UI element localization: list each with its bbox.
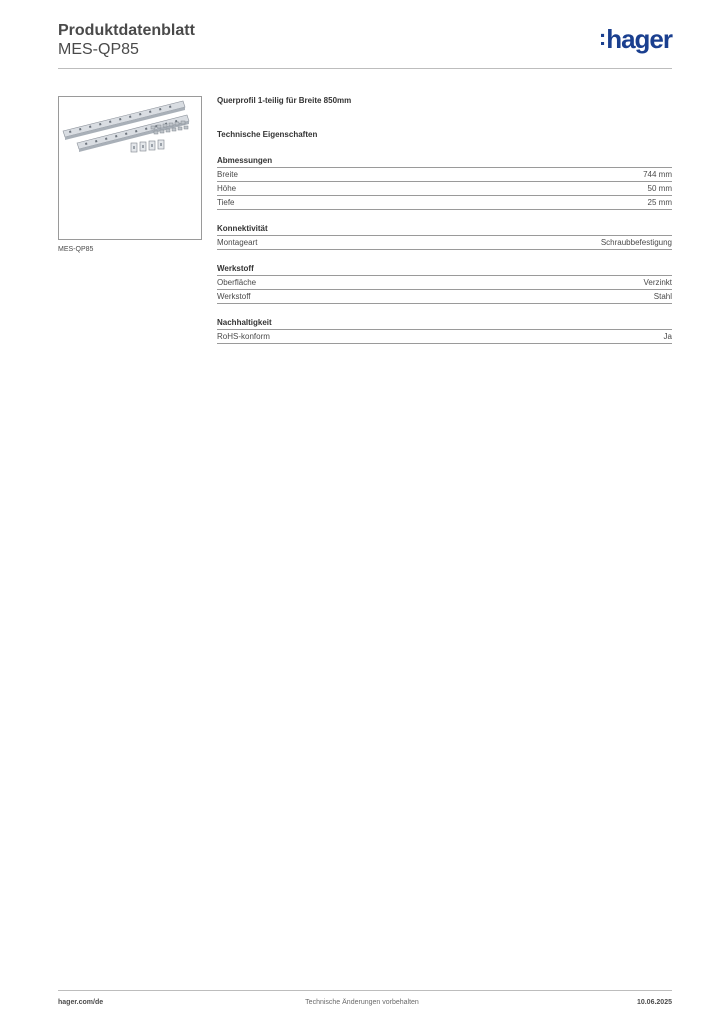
property-value: Schraubbefestigung — [600, 238, 672, 247]
section-konnektivitaet — [217, 224, 672, 250]
property-value: Stahl — [653, 292, 672, 301]
hager-logo: :hager — [598, 24, 672, 54]
property-row — [217, 182, 672, 196]
page-header — [58, 20, 672, 70]
footer-divider — [58, 990, 672, 991]
property-row — [217, 196, 672, 210]
product-details — [217, 96, 672, 344]
section-title: Nachhaltigkeit — [217, 318, 272, 327]
property-value: Ja — [663, 332, 672, 341]
property-row — [217, 236, 672, 250]
property-row — [217, 276, 672, 290]
section-title: Werkstoff — [217, 264, 254, 273]
profile-rails-illustration — [59, 97, 201, 239]
property-row — [217, 290, 672, 304]
section-title: Konnektivität — [217, 224, 268, 233]
property-value: 744 mm — [643, 170, 672, 179]
property-label: Werkstoff — [217, 292, 251, 301]
product-image — [58, 96, 202, 240]
section-werkstoff — [217, 264, 672, 304]
section-abmessungen — [217, 156, 672, 210]
property-label: Breite — [217, 170, 238, 179]
property-label: Montageart — [217, 238, 258, 247]
logo-text: hager — [606, 24, 672, 54]
property-value: 50 mm — [647, 184, 672, 193]
header-divider — [58, 68, 672, 69]
property-label: Tiefe — [217, 198, 235, 207]
section-nachhaltigkeit — [217, 318, 672, 344]
property-row — [217, 168, 672, 182]
product-code: MES-QP85 — [58, 41, 139, 58]
property-value: Verzinkt — [643, 278, 672, 287]
property-label: RoHS-konform — [217, 332, 270, 341]
footer-website-link[interactable]: hager.com/de — [58, 999, 104, 1006]
properties-heading: Technische Eigenschaften — [217, 130, 318, 139]
section-title: Abmessungen — [217, 156, 273, 165]
property-label: Höhe — [217, 184, 237, 193]
image-caption: MES-QP85 — [58, 246, 94, 253]
product-description: Querprofil 1-teilig für Breite 850mm — [217, 96, 352, 105]
property-row — [217, 330, 672, 344]
document-title: Produktdatenblatt — [58, 22, 195, 39]
property-label: Oberfläche — [217, 278, 257, 287]
property-value: 25 mm — [647, 198, 672, 207]
footer-notice: Technische Änderungen vorbehalten — [305, 999, 419, 1006]
footer-date: 10.06.2025 — [636, 999, 672, 1006]
